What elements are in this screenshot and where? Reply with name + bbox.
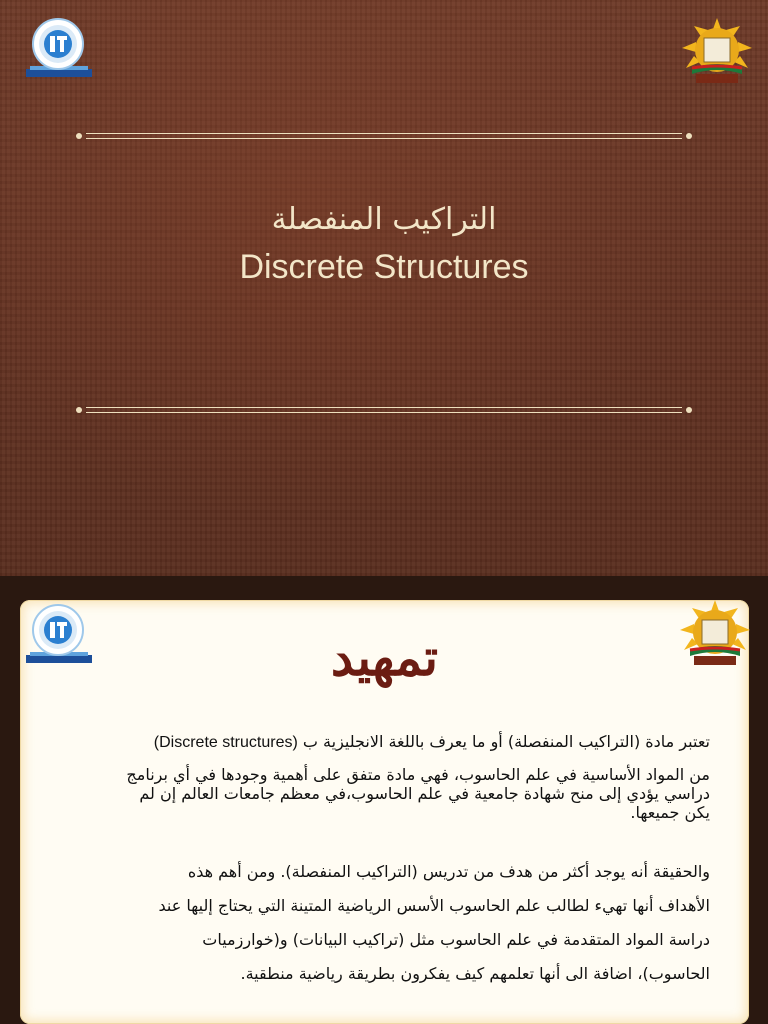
slide-heading [20,628,749,687]
paragraph-2: والحقيقة أنه يوجد أكثر من هدف من تدريس (التراكيب المنفصلة). ومن أهم هذه الأهداف أنها تهيء لطالب علم الحاسوب الأسس الرياضية المتينة التي يحتاج إليها عند دراسة المواد المتقدمة في علم الحاسوب مثل (تراكيب البيانات) و(خوارزميات الحاسوب)، اضافة الى أنها تعلمهم كيف يفكرون بطريقة رياضية منطقية. [158,862,710,983]
it-department-logo [22,14,94,80]
top-divider [76,131,692,141]
intro-line [110,731,710,754]
bottom-divider [76,405,692,415]
university-emblem-logo [682,18,752,86]
paragraph-1: من المواد الأساسية في علم الحاسوب، فهي مادة متفق على أهمية وجودها في أي برنامج دراسي يؤدي إلى منح شهادة جامعية في علم الحاسوب،في معظم جامعات العالم إن لم يكن جميعها. [126,765,710,822]
intro-term: (Discrete structures) [153,734,298,751]
slide-title-english: Discrete Structures [239,248,529,286]
intro-text: تعتبر مادة (التراكيب المنفصلة) أو ما يعرف باللغة الانجليزية ب [302,732,710,751]
slide-title-arabic: التراكيب المنفصلة [271,202,497,237]
heading-text: تمهيد [330,628,439,687]
